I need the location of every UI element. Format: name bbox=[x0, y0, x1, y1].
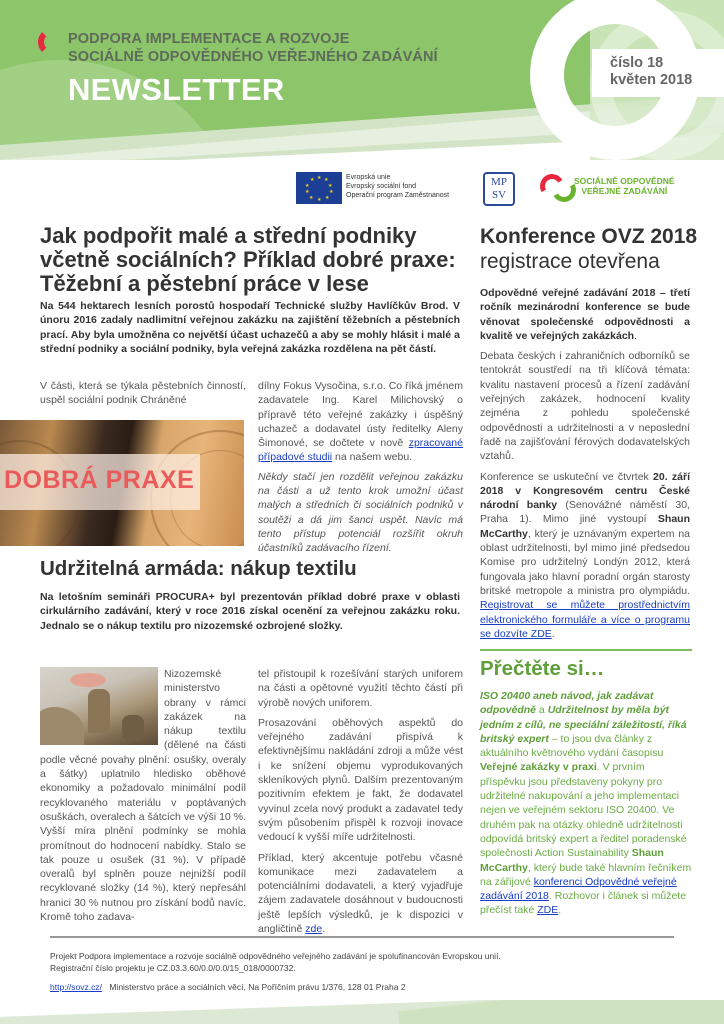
footer-address: Ministerstvo práce a sociálních věcí, Na Poříčním právu 1/376, 128 01 Praha 2 bbox=[109, 982, 406, 992]
text: . bbox=[558, 904, 562, 917]
text: Odpovědné veřejné zadávání 2018 – třetí ročník mezinárodní konference se bude věnovat společenské odpovědnosti a kvalitě ve veřejných zakázkách bbox=[480, 287, 690, 342]
image-label: DOBRÁ PRAXE bbox=[4, 466, 195, 494]
text-bold: Shaun McCarthy bbox=[480, 847, 664, 874]
dobra-praxe-image bbox=[0, 420, 244, 546]
text: – to jsou dva články z aktuálního květnového vydání časopisu bbox=[480, 732, 664, 760]
newsletter-title: NEWSLETTER bbox=[68, 72, 285, 107]
eu-line: Evropská unie bbox=[346, 174, 391, 181]
text: . bbox=[322, 923, 326, 936]
sovz-line2: VEŘEJNÉ ZADÁVÁNÍ bbox=[581, 186, 668, 196]
website-link[interactable]: http://sovz.cz/ bbox=[50, 982, 102, 992]
case-study-link[interactable]: zpracované případové studii bbox=[258, 437, 463, 464]
article2-p1: tel přistoupil k rozešívání starých uniforem na části a opětovné využití těchto částí při výrobě nových uniforem. bbox=[258, 668, 463, 709]
text: , který je uznávaným expertem na oblast udržitelnosti, byl mimo jiné předsedou Komise pro udržitelný Londýn 2012, která fungovala jako hlavní poradní orgán starosty britské metropole a ministra pro olympiádu. bbox=[480, 527, 690, 597]
article2-lead: Na letošním semináři PROCURA+ byl prezentován příklad dobré praxe v oblasti cirkulárního zadávání, který v roce 2016 získal ocenění za veřejnou zakázku roku. Jednalo se o nákup textilu pro nizozemské ozbrojené složky. bbox=[40, 591, 460, 632]
article2-col2 bbox=[258, 667, 463, 936]
issue-date: květen 2018 bbox=[610, 72, 693, 88]
text: . bbox=[551, 627, 555, 640]
issue-number: číslo 18 bbox=[610, 55, 664, 71]
org-name-line2: SOCIÁLNĚ ODPOVĚDNÉHO VEŘEJNÉHO ZADÁVÁNÍ bbox=[68, 49, 438, 65]
footer-decor bbox=[0, 1000, 724, 1024]
conference-body bbox=[480, 286, 690, 641]
eu-line: Evropský sociální fond bbox=[346, 183, 417, 190]
conference-title: Konference OVZ 2018 bbox=[480, 225, 698, 248]
article-ref: Udržitelnost by měla být jedním z cílů, ne speciální záležitostí, říká britský expert bbox=[480, 704, 687, 745]
org-name-line1: PODPORA IMPLEMENTACE A ROZVOJE bbox=[68, 31, 350, 47]
text-bold: Shaun McCarthy bbox=[480, 513, 690, 540]
mpsv-line1: MP bbox=[491, 176, 507, 188]
sovz-logo bbox=[538, 170, 698, 206]
text: na našem webu. bbox=[332, 451, 413, 464]
text: . Rozhovor i článek si můžete přečíst také bbox=[480, 890, 687, 917]
footer-line1: Projekt Podpora implementace a rozvoje sociálně odpovědného veřejného zadávání je spolufinancován Evropskou unií. bbox=[50, 951, 501, 961]
article1-col1-text: V části, která se týkala pěstebních činností, uspěl sociální podnik Chráněné bbox=[40, 380, 246, 407]
article1-title-light: Příklad dobré praxe: Těžební a pěstební práce v lese bbox=[40, 247, 456, 296]
soldier bbox=[88, 689, 110, 733]
footer-divider bbox=[50, 936, 674, 938]
mpsv-logo bbox=[483, 172, 515, 206]
article1-lead: Na 544 hektarech lesních porostů hospodaří Technické služby Havlíčkův Brod. V únoru 2016 zadaly nadlimitní veřejnou zakázku na zajištění těžebních a pěstebních prací. Aby byla umožněna co největší účast uchazečů a aby se mohly hlásit i malé a střední podniky a sociální podniky, byla veřejná zakázka rozdělena na pět částí. bbox=[40, 300, 460, 355]
text: (Senovážné náměstí 30, Praha 1). Mimo jiné vystoupí bbox=[480, 499, 690, 526]
sovz-line1: SOCIÁLNĚ ODPOVĚDNÉ bbox=[574, 176, 675, 186]
article1-title-bold: Jak podpořit malé a střední podniky včetně sociálních? bbox=[40, 223, 417, 272]
article2-title: Udržitelná armáda: nákup textilu bbox=[40, 557, 357, 580]
magazine-name: Veřejné zakázky v praxi bbox=[480, 761, 597, 774]
conference-link[interactable]: konferenci Odpovědné veřejné zadávání 2018 bbox=[480, 875, 677, 903]
article-ref: ISO 20400 aneb návod, jak zadávat odpovědně bbox=[480, 690, 654, 717]
conference-p2 bbox=[480, 470, 690, 642]
read-here-link[interactable]: ZDE bbox=[537, 904, 559, 917]
section-divider bbox=[480, 649, 692, 651]
smoke bbox=[70, 673, 106, 687]
article1-col2 bbox=[258, 379, 463, 556]
read-body bbox=[480, 689, 692, 918]
article1-col2-text bbox=[258, 379, 463, 465]
text: . V prvním příspěvku jsou představeny pokyny pro udržitelné nakupování a jeho implementaci nejen ve veřejném sektoru ISO 20400. Ve druhém pak na otázky ohledně udržitelnosti odpovídá britský expert a ředitel poradenské společnosti Action Sustainability bbox=[480, 761, 687, 860]
conference-lead bbox=[480, 286, 690, 343]
registration-link[interactable]: Registrovat se můžete prostřednictvím elektronického formuláře a více o programu se dozvíte ZDE bbox=[480, 599, 690, 640]
article1-col1 bbox=[40, 379, 246, 408]
mpsv-line2: SV bbox=[491, 189, 507, 201]
sovz-logo-text bbox=[574, 176, 675, 196]
eu-line: Operační program Zaměstnanost bbox=[346, 192, 450, 199]
eu-flag-icon: ★ ★ ★ ★ ★ ★ ★ ★ ★ ★ bbox=[296, 172, 342, 204]
logo-red-arc-icon bbox=[38, 28, 66, 56]
text: . bbox=[634, 329, 638, 342]
english-source-link[interactable]: zde bbox=[305, 923, 323, 936]
eu-logo-text bbox=[346, 173, 449, 200]
article2-col1 bbox=[40, 667, 246, 924]
article2-col1-text: Nizozemské ministerstvo obrany v rámci zakázek na nákup textilu (dělené na části podle věcné povahy plnění: osušky, overaly a šátky) uplatnilo hledisko oběhové ekonomiky a požadovalo minimální podíl recyklovaného materiálu v poptávaných osuškách, overalech a šátcích ve výši 10 %. Vyšší míra plnění podmínky se mohla promítnout do hodnocení nabídky. Stalo se tak pouze u osušek (31 %). V případě overalů byl splněn pouze nejnižší podíl recyklované složky (14 %), který nepřesáhl hranici 30 % nutnou pro získání bodů navíc. Kromě toho zadava- bbox=[40, 668, 246, 924]
text: Příklad, který akcentuje potřebu včasné komunikace mezi zadavatelem a potenciálními dodavateli, a který vyjadřuje zájem zadavatele dosáhnout v budoucnosti ještě lepších výsledků, je k dispozici v angličtině bbox=[258, 851, 463, 936]
conference-p1: Debata českých i zahraničních odborníků se tentokrát soustředí na tři klíčová témata: kvalitu nastavení procesů a řízení zadávání veřejných zakázek, hodnocení kvality zejména z pohledu společenské odpovědnosti a udržitelnosti a v neposlední řadě na zajišťování férových dodavatelských vztahů. bbox=[480, 350, 690, 463]
text: , který bude také hlavním řečníkem na zářijové bbox=[480, 861, 692, 888]
text: a bbox=[536, 704, 548, 717]
issue-box bbox=[592, 49, 724, 97]
article2-p3 bbox=[258, 851, 463, 937]
footer-contact bbox=[50, 982, 406, 992]
rock bbox=[40, 707, 84, 745]
article2-p2: Prosazování oběhových aspektů do veřejného zadávání přispívá k efektivnějšímu nakládání zdroji a může vést i ke snížení objemu vyprodukovaných skleníkových plynů. Dalším prezentovaným pozitivním efektem je fakt, že dodavatel vyvinul zcela nový produkt a zadavatel tedy svým působením přispěl k rozvoji inovace vedoucí k vyšší míře udržitelnosti. bbox=[258, 716, 463, 844]
article1-quote: Někdy stačí jen rozdělit veřejnou zakázku na části a už tento krok umožní účast malých a středních či sociálních podniků v soutěži a dá jim šanci uspět. Navíc má tento přístup potenciál rozšířit okruh účastníků zadávacího řízení. bbox=[258, 470, 463, 555]
footer-funding bbox=[50, 950, 501, 974]
article1-title bbox=[40, 224, 460, 296]
header-banner bbox=[0, 0, 724, 160]
soldier bbox=[122, 715, 144, 741]
text-bold: 20. září 2018 v Kongresovém centru České národní banky bbox=[480, 470, 690, 512]
text: Konference se uskuteční ve čtvrtek bbox=[480, 470, 654, 483]
text: dílny Fokus Vysočina, s.r.o. Co říká jménem zadavatele Ing. Karel Milichovský o přípravě této veřejné zakázky i úspěšný uchazeč a dodavatel ústy ředitelky Aleny Šimonové, se dočtete v nově bbox=[258, 380, 463, 450]
read-title: Přečtěte si… bbox=[480, 657, 605, 680]
footer-line2: Registrační číslo projektu je CZ.03.3.60/0.0/0.0/15_018/0000732. bbox=[50, 963, 296, 973]
soldiers-photo bbox=[40, 667, 158, 745]
conference-subtitle: registrace otevřena bbox=[480, 250, 660, 273]
